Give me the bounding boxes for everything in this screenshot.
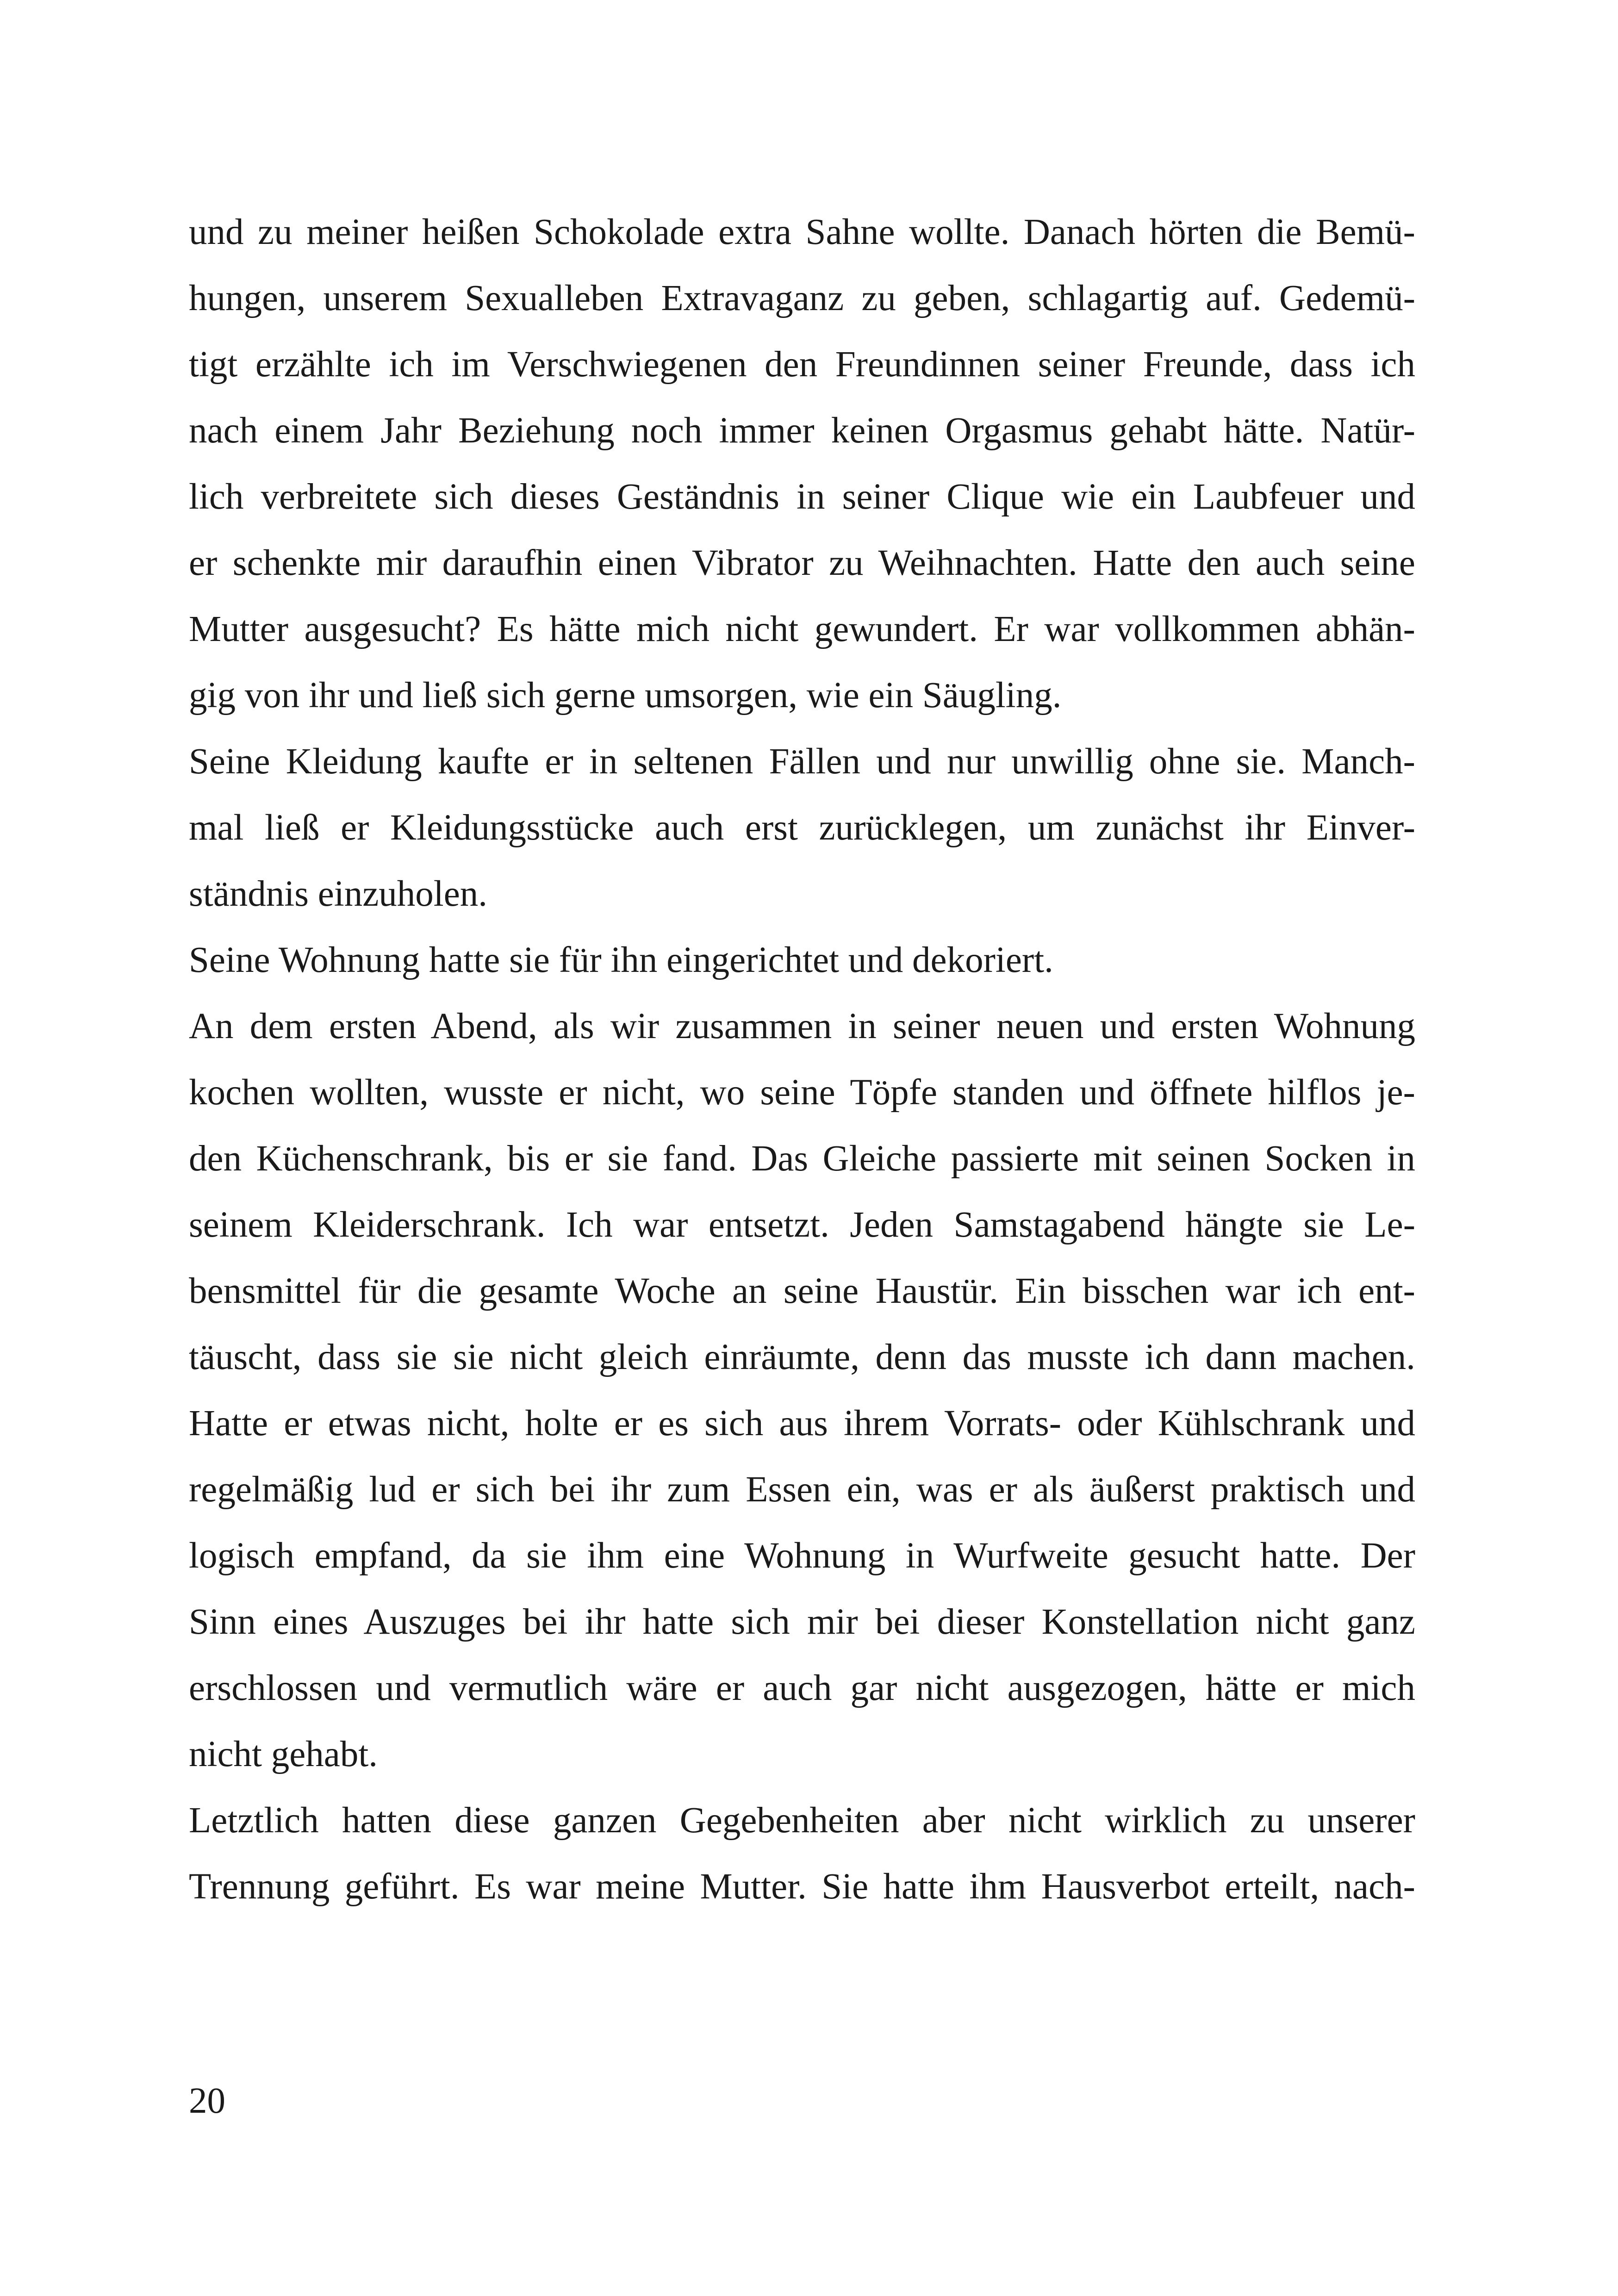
text-line: lich verbreitete sich dieses Geständnis in seiner Clique wie ein Laubfeuer und — [189, 477, 1415, 517]
text-line: er schenkte mir daraufhin einen Vibrator zu Weihnachten. Hatte den auch seine — [189, 543, 1415, 583]
text-line: Seine Wohnung hatte sie für ihn eingerichtet und dekoriert. — [189, 940, 1053, 980]
text-line: nach einem Jahr Beziehung noch immer keinen Orgasmus gehabt hätte. Natür- — [189, 411, 1415, 451]
text-line: Trennung geführt. Es war meine Mutter. Sie hatte ihm Hausverbot erteilt, nach- — [189, 1867, 1415, 1907]
text-line: den Küchenschrank, bis er sie fand. Das Gleiche passierte mit seinen Socken in — [189, 1139, 1415, 1179]
text-line: Seine Kleidung kaufte er in seltenen Fällen und nur unwillig ohne sie. Manch- — [189, 741, 1415, 782]
text-line: regelmäßig lud er sich bei ihr zum Essen ein, was er als äußerst praktisch und — [189, 1469, 1415, 1510]
text-line: Letztlich hatten diese ganzen Gegebenheiten aber nicht wirklich zu unserer — [189, 1800, 1415, 1841]
page-number: 20 — [189, 2081, 225, 2121]
text-line: seinem Kleiderschrank. Ich war entsetzt. Jeden Samstagabend hängte sie Le- — [189, 1205, 1415, 1245]
text-line: bensmittel für die gesamte Woche an seine Haustür. Ein bisschen war ich ent- — [189, 1271, 1415, 1311]
text-line: Hatte er etwas nicht, holte er es sich aus ihrem Vorrats- oder Kühlschrank und — [189, 1403, 1415, 1444]
text-line: erschlossen und vermutlich wäre er auch gar nicht ausgezogen, hätte er mich — [189, 1668, 1415, 1708]
text-line: kochen wollten, wusste er nicht, wo seine Töpfe standen und öffnete hilflos je- — [189, 1072, 1415, 1113]
text-line: Sinn eines Auszuges bei ihr hatte sich mir bei dieser Konstellation nicht ganz — [189, 1602, 1415, 1642]
text-line: gig von ihr und ließ sich gerne umsorgen, wie ein Säugling. — [189, 675, 1062, 716]
text-line: Mutter ausgesucht? Es hätte mich nicht gewundert. Er war vollkommen abhän- — [189, 609, 1415, 649]
body-text — [189, 199, 1415, 1920]
text-line: hungen, unserem Sexualleben Extravaganz zu geben, schlagartig auf. Gedemü- — [189, 278, 1415, 318]
text-line: mal ließ er Kleidungsstücke auch erst zurücklegen, um zunächst ihr Einver- — [189, 808, 1415, 848]
text-line: ständnis einzuholen. — [189, 874, 488, 914]
text-line: tigt erzählte ich im Verschwiegenen den Freundinnen seiner Freunde, dass ich — [189, 344, 1415, 385]
text-line: nicht gehabt. — [189, 1734, 378, 1774]
text-line: täuscht, dass sie sie nicht gleich einräumte, denn das musste ich dann machen. — [189, 1337, 1415, 1377]
text-line: und zu meiner heißen Schokolade extra Sahne wollte. Danach hörten die Bemü- — [189, 212, 1415, 252]
text-line: logisch empfand, da sie ihm eine Wohnung in Wurfweite gesucht hatte. Der — [189, 1536, 1415, 1576]
text-line: An dem ersten Abend, als wir zusammen in seiner neuen und ersten Wohnung — [189, 1006, 1415, 1046]
